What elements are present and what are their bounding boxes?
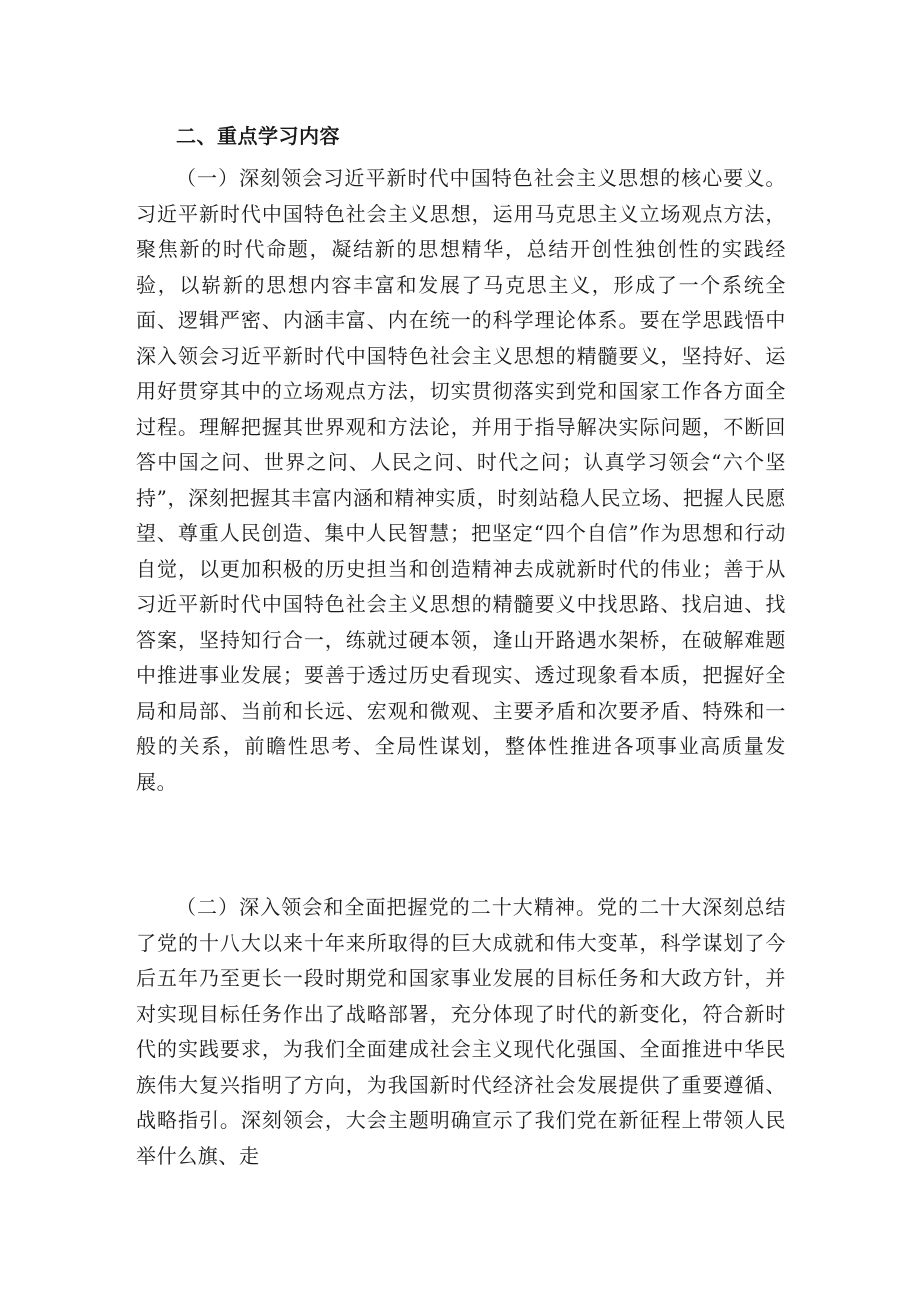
paragraph-core-thought: （一）深刻领会习近平新时代中国特色社会主义思想的核心要义。习近平新时代中国特色社会主义思想，运用马克思主义立场观点方法，聚焦新的时代命题，凝结新的思想精华，总结开创性独创性的实践经验，以崭新的思想内容丰富和发展了马克思主义，形成了一个系统全面、逻辑严密、内涵丰富、内在统一的科学理论体系。要在学思践悟中深入领会习近平新时代中国特色社会主义思想的精髓要义，坚持好、运用好贯穿其中的立场观点方法，切实贯彻落实到党和国家工作各方面全过程。理解把握其世界观和方法论，并用于指导解决实际问题，不断回答中国之问、世界之问、人民之问、时代之问；认真学习领会“六个坚持”，深刻把握其丰富内涵和精神实质，时刻站稳人民立场、把握人民愿望、尊重人民创造、集中人民智慧；把坚定“四个自信”作为思想和行动自觉，以更加积极的历史担当和创造精神去成就新时代的伟业；善于从习近平新时代中国特色社会主义思想的精髓要义中找思路、找启迪、找答案，坚持知行合一，练就过硬本领，逢山开路遇水架桥，在破解难题中推进事业发展；要善于透过历史看现实、透过现象看本质，把握好全局和局部、当前和长远、宏观和微观、主要矛盾和次要矛盾、特殊和一般的关系，前瞻性思考、全局性谋划，整体性推进各项事业高质量发展。 [136, 166, 786, 794]
paragraph-twentieth-congress: （二）深入领会和全面把握党的二十大精神。党的二十大深刻总结了党的十八大以来十年来所取得的巨大成就和伟大变革，科学谋划了今后五年乃至更长一段时期党和国家事业发展的目标任务和大政方针，并对实现目标任务作出了战略部署，充分体现了时代的新变化，符合新时代的实践要求，为我们全面建成社会主义现代化强国、全面推进中华民族伟大复兴指明了方向，为我国新时代经济社会发展提供了重要遵循、战略指引。深刻领会，大会主题明确宣示了我们党在新征程上带领人民举什么旗、走 [136, 895, 786, 1168]
section-heading: 二、重点学习内容 [176, 124, 340, 148]
